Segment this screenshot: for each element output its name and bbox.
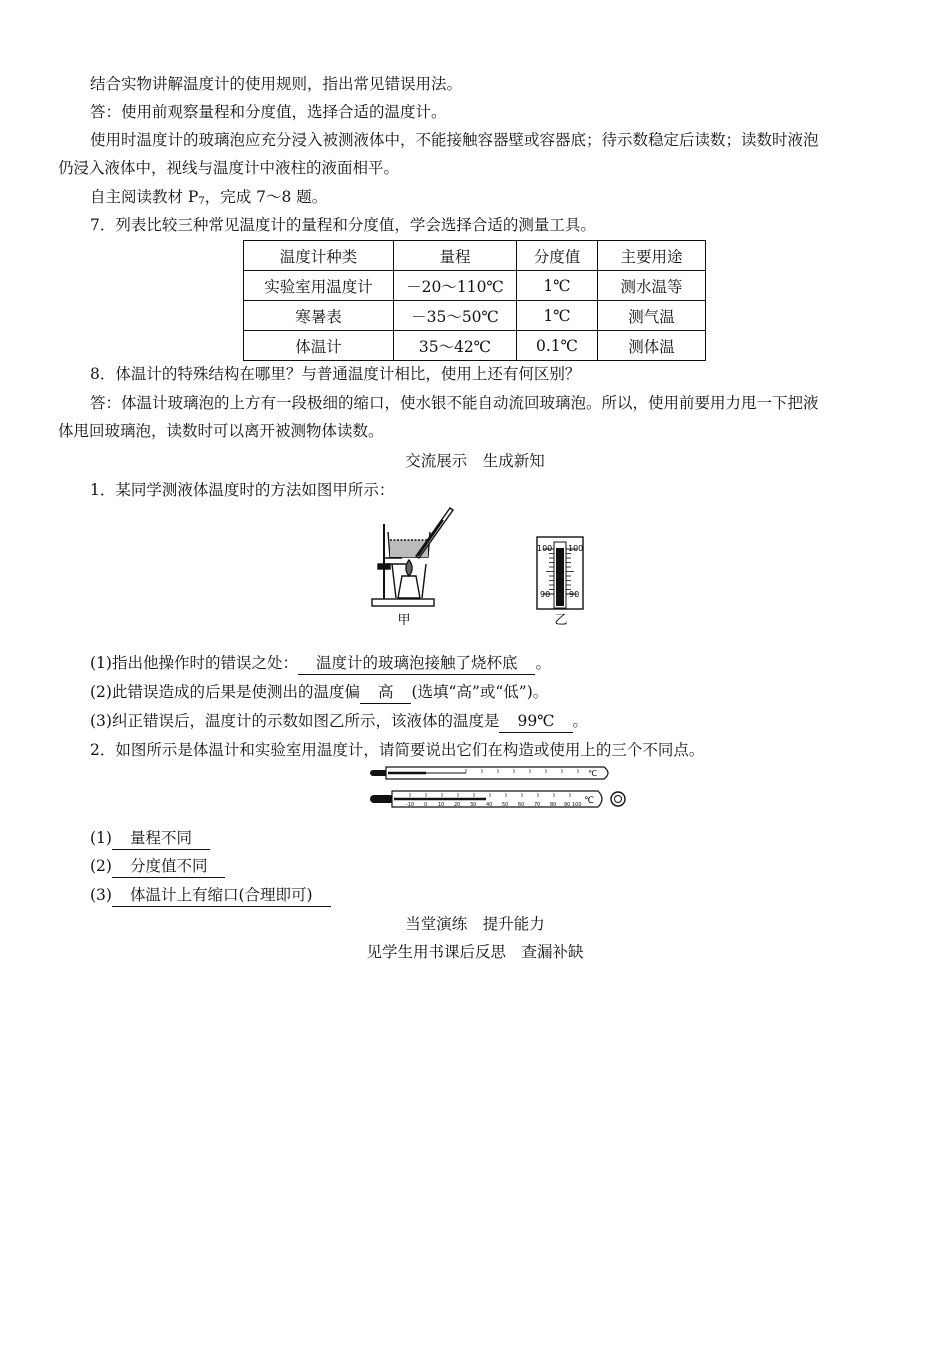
text: 。 [535, 654, 551, 672]
tick-label: 100 [568, 544, 584, 553]
exercise-2-answer-2 [90, 852, 930, 880]
table-header: 主要用途 [598, 241, 706, 271]
section-heading: 见学生用书课后反思 查漏补缺 [366, 943, 584, 961]
comparison-table [243, 240, 706, 361]
table-cell: 测水温等 [598, 271, 706, 301]
scale-label: 20 [454, 802, 461, 808]
tick-label: 100 [537, 544, 553, 553]
thermometers-figure [366, 763, 632, 813]
question-7: 7．列表比较三种常见温度计的量程和分度值，学会选择合适的测量工具。 [90, 216, 596, 234]
text: (3)纠正错误后，温度计的示数如图乙所示，该液体的温度是 [90, 712, 500, 730]
scale-label: 40 [486, 802, 493, 808]
table-cell: 1℃ [517, 301, 598, 331]
question-8: 8．体温计的特殊结构在哪里？与普通温度计相比，使用上还有何区别？ [90, 365, 581, 383]
answer-blank: 温度计的玻璃泡接触了烧杯底 [298, 652, 536, 675]
thermometer-scale [537, 537, 583, 609]
exercise-2-answer-1 [90, 824, 930, 852]
answer-blank: 分度值不同 [112, 855, 226, 878]
section-heading: 交流展示 生成新知 [405, 452, 545, 470]
lab-thermometer [370, 791, 625, 808]
table-cell: －35～50℃ [394, 301, 517, 331]
table-row [244, 301, 706, 331]
scale-label: 0 [424, 802, 428, 808]
table-cell: 35～42℃ [394, 331, 517, 361]
answer-8: 答：体温计玻璃泡的上方有一段极细的缩口，使水银不能自动流回玻璃泡。所以，使用前要用力甩一下把液 [90, 394, 819, 412]
table-header: 分度值 [517, 241, 598, 271]
answer-blank: 体温计上有缩口(合理即可) [112, 884, 331, 907]
tick-label: 90 [569, 590, 580, 599]
tick-label: 90 [540, 590, 551, 599]
scale-label: 10 [438, 802, 445, 808]
setup-jia [372, 508, 453, 606]
paragraph: 仍浸入液体中，视线与温度计中液柱的液面相平。 [58, 159, 400, 177]
experiment-figure [360, 502, 600, 632]
scale-label: 70 [534, 802, 541, 808]
answer-blank: 99℃ [499, 710, 572, 733]
text: (2)此错误造成的后果是使测出的温度偏 [90, 683, 360, 701]
table-cell: 测体温 [598, 331, 706, 361]
scale-label: 50 [502, 802, 509, 808]
answer-8-cont: 体甩回玻璃泡，读数时可以离开被测物体读数。 [58, 422, 384, 440]
table-cell: 实验室用温度计 [244, 271, 394, 301]
table-cell: 0.1℃ [517, 331, 598, 361]
table-header: 温度计种类 [244, 241, 394, 271]
paragraph: 结合实物讲解温度计的使用规则，指出常见错误用法。 [90, 75, 463, 93]
table-cell: 体温计 [244, 331, 394, 361]
subscript: 7 [198, 196, 205, 207]
text: (1)指出他操作时的错误之处： [90, 654, 298, 672]
exercise-1-title: 1．某同学测液体温度时的方法如图甲所示： [90, 481, 395, 499]
scale-label: 100 [572, 802, 582, 808]
unit-label: ℃ [588, 769, 597, 778]
scale-label: -10 [406, 802, 415, 808]
unit-label: ℃ [584, 796, 595, 806]
paragraph: 使用时温度计的玻璃泡应充分浸入被测液体中，不能接触容器壁或容器底；待示数稳定后读数；读数时液泡 [90, 131, 819, 149]
exercise-2-title: 2．如图所示是体温计和实验室用温度计，请简要说出它们在构造或使用上的三个不同点。 [90, 741, 705, 759]
text: ，完成 7～8 题。 [204, 188, 328, 206]
item-number: (1) [90, 829, 112, 847]
exercise-1-q3 [90, 707, 930, 735]
table-row [244, 271, 706, 301]
scale-label: 60 [518, 802, 525, 808]
clinical-thermometer [370, 767, 608, 779]
table-row [244, 331, 706, 361]
figure-label: 乙 [554, 613, 568, 628]
text: (选填“高”或“低”)。 [411, 683, 549, 701]
exercise-1-q2 [90, 678, 930, 706]
answer-blank: 量程不同 [112, 827, 210, 850]
scale-label: 80 [550, 802, 557, 808]
table-cell: 1℃ [517, 271, 598, 301]
scale-label: 30 [470, 802, 477, 808]
exercise-2-answer-3 [90, 881, 930, 909]
table-cell: －20～110℃ [394, 271, 517, 301]
item-number: (2) [90, 857, 112, 875]
paragraph: 答：使用前观察量程和分度值，选择合适的温度计。 [90, 103, 447, 121]
table-cell: 测气温 [598, 301, 706, 331]
figure-label: 甲 [397, 613, 411, 628]
table-header: 量程 [394, 241, 517, 271]
table-header-row [244, 241, 706, 271]
text: 。 [572, 712, 589, 730]
answer-blank: 高 [360, 681, 412, 704]
table-cell: 寒暑表 [244, 301, 394, 331]
scale-label: 90 [564, 802, 571, 808]
text: 自主阅读教材 P [90, 188, 199, 206]
item-number: (3) [90, 886, 112, 904]
exercise-1-q1 [90, 649, 930, 677]
section-heading: 当堂演练 提升能力 [405, 915, 545, 933]
